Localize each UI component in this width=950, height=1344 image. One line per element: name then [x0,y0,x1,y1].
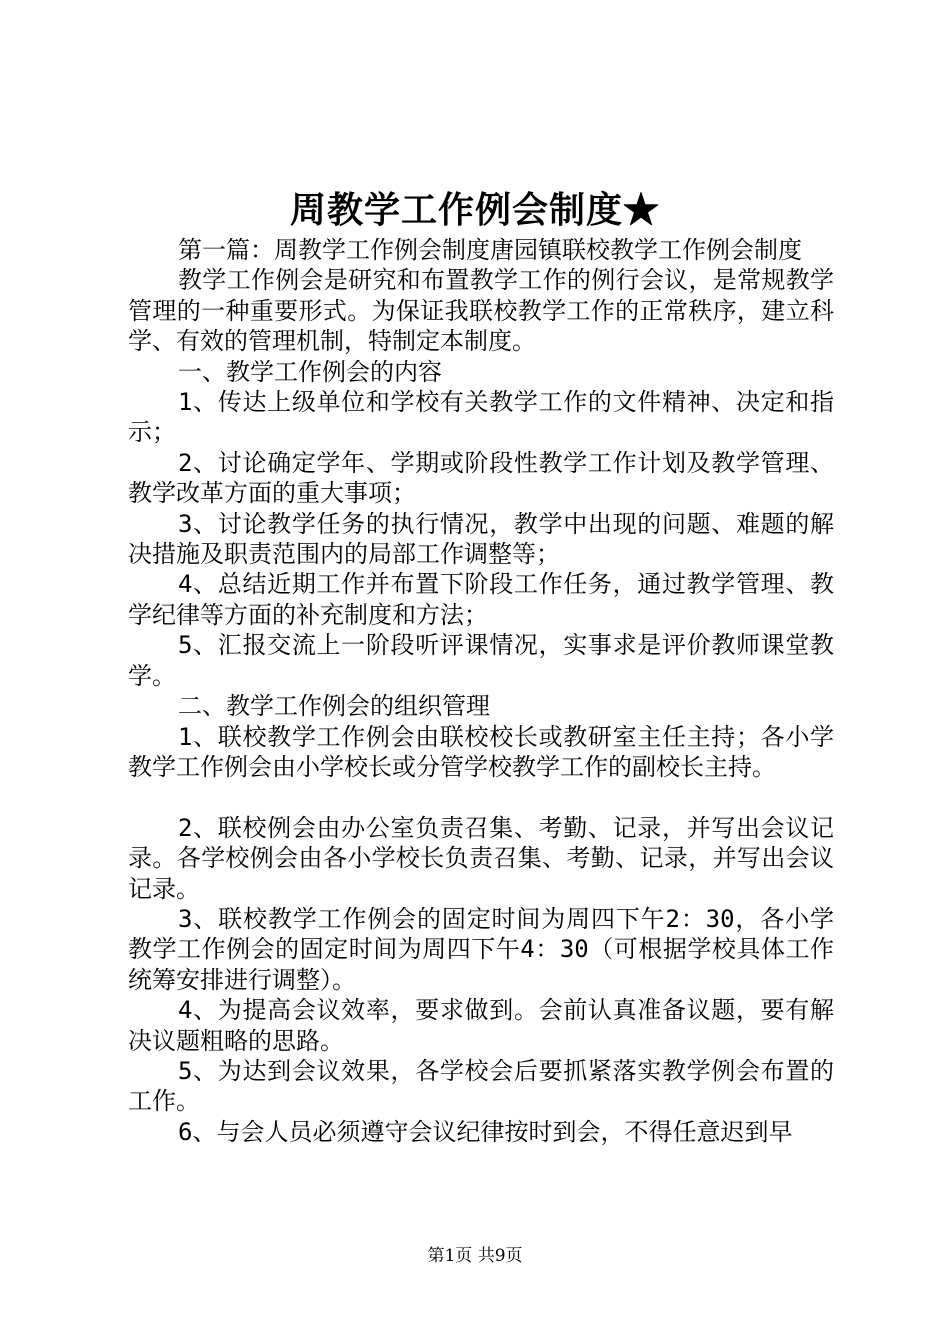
list-item-content-1: 1、传达上级单位和学校有关教学工作的文件精神、决定和指示； [128,388,834,447]
section-heading-content: 一、教学工作例会的内容 [178,357,442,386]
list-item-content-2: 2、讨论确定学年、学期或阶段性教学工作计划及教学管理、教学改革方面的重大事项； [128,448,834,508]
list-item-content-3: 3、讨论教学任务的执行情况，教学中出现的问题、难题的解决措施及职责范围内的局部工作调整等； [128,509,834,569]
list-item-organization-5: 5、为达到会议效果，各学校会后要抓紧落实教学例会布置的工作。 [128,1056,834,1116]
list-item-organization-4: 4、为提高会议效率，要求做到。会前认真准备议题，要有解决议题粗略的思路。 [128,996,834,1055]
list-item-content-5: 5、汇报交流上一阶段听评课情况，实事求是评价教师课堂教学。 [128,631,834,690]
list-item-organization-6: 6、与会人员必须遵守会议纪律按时到会，不得任意迟到早 [178,1117,793,1146]
list-item-content-4: 4、总结近期工作并布置下阶段工作任务，通过教学管理、教学纪律等方面的补充制度和方法； [128,570,834,629]
document-title: 周教学工作例会制度★ [289,189,660,231]
blank-line [128,782,834,812]
page-footer: 第1页 共9页 [427,1246,523,1266]
section-heading-organization: 二、教学工作例会的组织管理 [178,692,490,721]
list-item-organization-2: 2、联校例会由办公室负责召集、考勤、记录，并写出会议记录。各学校例会由各小学校长负责召集、考勤、记录，并写出会议记录。 [128,813,834,903]
list-item-organization-3: 3、联校教学工作例会的固定时间为周四下午2：30，各小学教学工作例会的固定时间为周四下午4：30（可根据学校具体工作统筹安排进行调整）。 [128,904,834,994]
document-body [128,235,834,1147]
paragraph-heading-first-section: 第一篇：周教学工作例会制度唐园镇联校教学工作例会制度 [178,236,802,264]
paragraph-intro: 教学工作例会是研究和布置教学工作的例行会议，是常规教学管理的一种重要形式。为保证我联校教学工作的正常秩序，建立科学、有效的管理机制，特制定本制度。 [128,266,834,356]
list-item-organization-1: 1、联校教学工作例会由联校校长或教研室主任主持；各小学教学工作例会由小学校长或分管学校教学工作的副校长主持。 [128,722,834,781]
